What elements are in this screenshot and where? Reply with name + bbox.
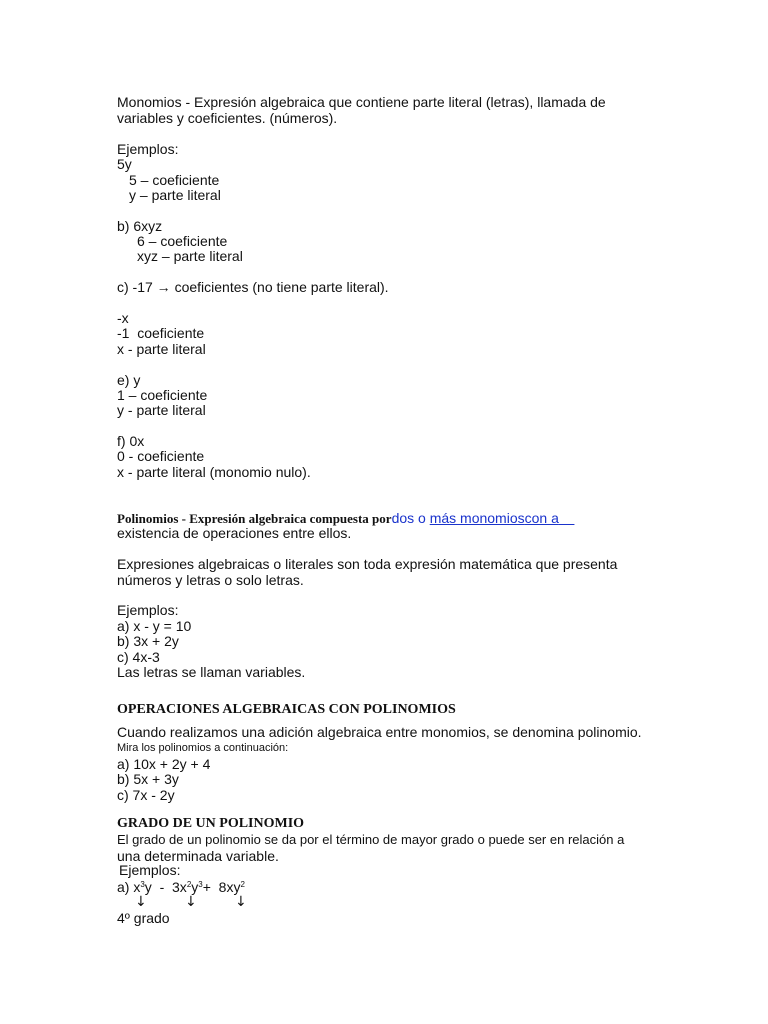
operaciones-heading: OPERACIONES ALGEBRAICAS CON POLINOMIOS [117,702,456,717]
down-arrow-icon: ↓ [185,894,197,910]
monomios-definition-line1: Monomios - Expresión algebraica que contiene parte literal (letras), llamada de [117,94,606,110]
down-arrow-icon: ↓ [135,894,147,910]
grado-exponent-1: 3 [140,880,145,889]
example-d-expression: -x [117,310,129,326]
example-f-literal: x - parte literal (monomio nulo). [117,464,311,480]
expresiones-examples-label: Ejemplos: [117,602,179,618]
example-a-coefficient: 5 – coeficiente [129,172,220,188]
example-a-expression: 5y [117,156,132,172]
down-arrow-icon: ↓ [235,894,247,910]
example-f-expression: f) 0x [117,433,145,449]
example-b-coefficient: 6 – coeficiente [137,233,228,249]
polinomios-definition-line2: existencia de operaciones entre ellos. [117,525,352,541]
expresiones-line2: números y letras o solo letras. [117,572,304,588]
example-a-literal: y – parte literal [129,187,221,203]
example-e-expression: e) y [117,372,141,388]
link-mas-monomios[interactable]: más monomios [429,510,525,526]
example-b-expression: b) 6xyz [117,218,163,234]
polinomios-definition-bold: Polinomios - Expresión algebraica compuesta por [117,511,392,526]
example-e-coefficient: 1 – coeficiente [117,387,208,403]
grado-examples-label: Ejemplos: [119,862,181,878]
grado-line1: El grado de un polinomio se da por el término de mayor grado o puede ser en relación a [117,832,625,847]
link-dos-o[interactable]: dos o [391,510,426,526]
grado-result: 4º grado [117,910,170,926]
grado-term-prefix: a) x [117,879,141,895]
expresiones-item-c: c) 4x-3 [117,649,160,665]
expresiones-item-a: a) x - y = 10 [117,618,192,634]
grado-line2: una determinada variable. [117,848,279,864]
grado-heading: GRADO DE UN POLINOMIO [117,816,305,831]
grado-term-mid2: y [191,879,199,895]
operaciones-item-a: a) 10x + 2y + 4 [117,756,211,772]
operaciones-line2: Mira los polinomios a continuación: [117,742,289,754]
example-d-coefficient: -1 coeficiente [117,325,205,341]
example-e-literal: y - parte literal [117,402,206,418]
grado-exponent-3: 3 [198,880,203,889]
example-b-literal: xyz – parte literal [137,248,243,264]
grado-term-mid3: + 8xy [202,879,241,895]
expresiones-note: Las letras se llaman variables. [117,664,306,680]
monomios-examples-label: Ejemplos: [117,141,179,157]
expresiones-line1: Expresiones algebraicas o literales son toda expresión matemática que presenta [117,556,618,572]
operaciones-item-c: c) 7x - 2y [117,787,175,803]
example-f-coefficient: 0 - coeficiente [117,448,205,464]
expresiones-item-b: b) 3x + 2y [117,633,179,649]
polinomios-definition-rest: con a [524,510,559,526]
grado-exponent-2: 2 [186,880,192,889]
grado-example-expression [117,879,245,895]
example-c-expression: c) -17 → coeficientes (no tiene parte literal). [117,279,389,295]
example-d-literal: x - parte literal [117,341,206,357]
grado-exponent-4: 2 [240,880,245,889]
monomios-definition-line2: variables y coeficientes. (números). [117,110,338,126]
grado-term-mid1: y - 3x [144,879,187,895]
operaciones-line1: Cuando realizamos una adición algebraica entre monomios, se denomina polinomio. [117,724,642,740]
polinomios-underline-tail [559,510,575,526]
operaciones-item-b: b) 5x + 3y [117,771,179,787]
